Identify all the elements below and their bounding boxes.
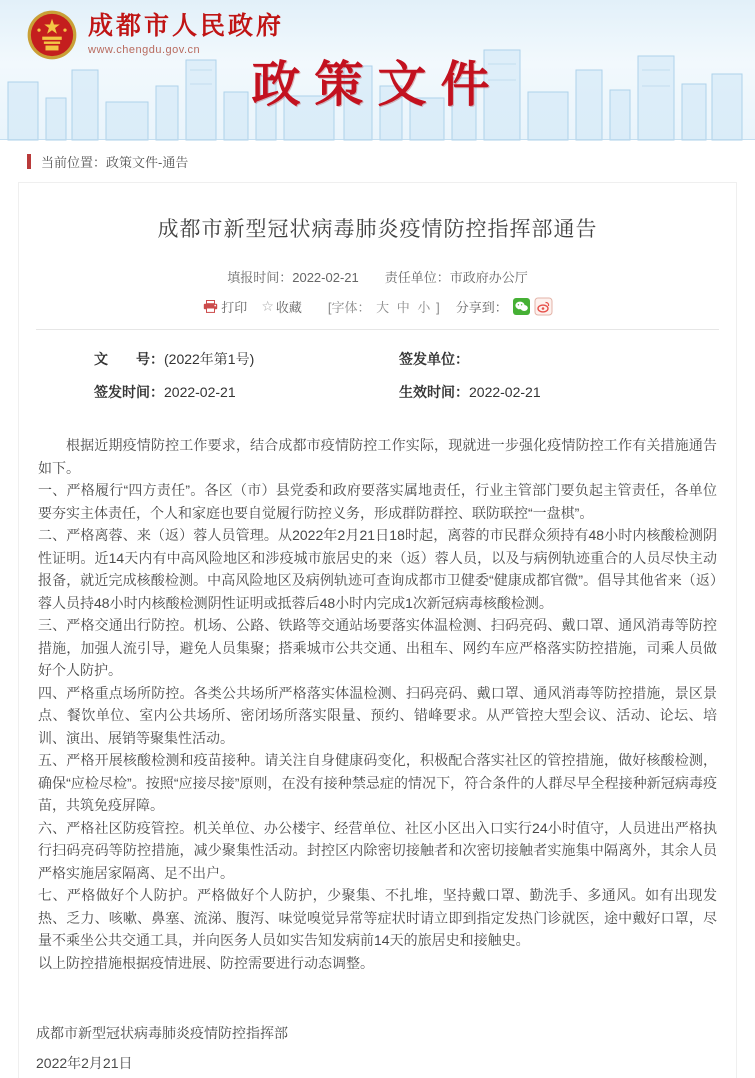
signature: 成都市新型冠状病毒肺炎疫情防控指挥部	[36, 1025, 288, 1041]
breadcrumb-marker	[27, 154, 31, 169]
body-paragraph: 一、严格履行“四方责任”。各区（市）县党委和政府要落实属地责任，行业主管部门要负起主管责任，各单位要夯实主体责任，个人和家庭也要自觉履行防控义务，形成群防群控、联防联控“一盘棋”。	[38, 482, 717, 521]
site-banner	[0, 0, 755, 140]
effective-time	[399, 382, 719, 402]
signature-block	[36, 1018, 719, 1078]
body-paragraph: 以上防控措施根据疫情进展、防控需要进行动态调整。	[38, 954, 374, 971]
body-paragraph: 二、严格离蓉、来（返）蓉人员管理。从2022年2月21日18时起，离蓉的市民群众须持有48小时内核酸检测阴性证明。近14天内有中高风险地区和涉疫城市旅居史的来（返）蓉人员，以及与病例轨迹重合的人员尽快主动报备，就近完成核酸检测。中高风险地区及病例轨迹可查询成都市卫健委“健康成都官微”。倡导其他省来（返）蓉人员持48小时内核酸检测阴性证明或抵蓉后48小时内完成1次新冠病毒核酸检测。	[38, 527, 717, 611]
print-label: 打印	[221, 300, 248, 315]
wechat-share-icon[interactable]	[513, 298, 530, 315]
issue-time-value: 2022-02-21	[164, 384, 236, 400]
body-paragraph: 三、严格交通出行防控。机场、公路、铁路等交通站场要落实体温检测、扫码亮码、戴口罩、通风消毒等防控措施，加强人流引导，避免人员集聚；搭乘城市公共交通、出租车、网约车应严格落实防控措施，司乘人员做好个人防护。	[38, 617, 717, 678]
doc-number	[94, 349, 399, 369]
font-size-suffix: ]	[436, 300, 440, 315]
body-paragraph: 五、严格开展核酸检测和疫苗接种。请关注自身健康码变化，积极配合落实社区的管控措施，做好核酸检测，确保“应检尽检”。按照“应接尽接”原则，在没有接种禁忌症的情况下，符合条件的人群尽早全程接种新冠病毒疫苗，共筑免疫屏障。	[38, 752, 717, 813]
effective-time-value: 2022-02-21	[469, 384, 541, 400]
font-size-large[interactable]: 大	[376, 300, 390, 315]
article-body	[36, 434, 719, 974]
font-size-prefix: [字体：	[327, 300, 371, 315]
breadcrumb-label: 当前位置：	[41, 154, 107, 170]
signature-date: 2022年2月21日	[36, 1055, 133, 1071]
body-paragraph: 四、严格重点场所防控。各类公共场所严格落实体温检测、扫码亮码、戴口罩、通风消毒等防控措施，景区景点、餐饮单位、室内公共场所、密闭场所落实限量、预约、错峰要求。从严管控大型会议、活动、论坛、培训、演出、展销等聚集性活动。	[38, 684, 717, 746]
share-label: 分享到：	[455, 300, 508, 315]
font-size-control	[328, 297, 440, 316]
effective-time-label: 生效时间：	[399, 384, 469, 400]
favorite-button[interactable]	[261, 297, 302, 316]
breadcrumb-path[interactable]: 政策文件-通告	[106, 154, 189, 170]
printer-icon	[203, 300, 218, 313]
responsible-unit-value: 市政府办公厅	[449, 270, 528, 285]
body-paragraph: 七、严格做好个人防护。严格做好个人防护，少聚集、不扎堆，坚持戴口罩、勤洗手、多通风。如有出现发热、乏力、咳嗽、鼻塞、流涕、腹泻、味觉嗅觉异常等症状时请立即到指定发热门诊就医，途中戴好口罩，尽量不乘坐公共交通工具，并向医务人员如实告知发病前14天的旅居史和接触史。	[38, 887, 717, 948]
responsible-unit-label: 责任单位：	[384, 270, 450, 285]
font-size-medium[interactable]: 中	[396, 300, 410, 315]
font-size-small[interactable]: 小	[417, 300, 431, 315]
body-paragraph: 六、严格社区防疫管控。机关单位、办公楼宇、经营单位、社区小区出入口实行24小时值守，人员进出严格执行扫码亮码等防控措施，减少聚集性活动。封控区内除密切接触者和次密切接触者实施集中隔离外，其余人员严格实施居家隔离、足不出户。	[38, 819, 717, 881]
doc-info	[36, 330, 719, 408]
favorite-label: 收藏	[275, 300, 302, 315]
site-name: 成都市人民政府	[88, 11, 285, 40]
issue-unit-label: 签发单位：	[399, 351, 469, 367]
report-time-value: 2022-02-21	[292, 270, 359, 285]
weibo-share-icon[interactable]	[535, 298, 552, 315]
doc-number-label: 文 号：	[94, 351, 164, 367]
page-title: 成都市新型冠状病毒肺炎疫情防控指挥部通告	[157, 218, 598, 241]
site-url: www.chengdu.gov.cn	[88, 44, 201, 56]
body-paragraph: 根据近期疫情防控工作要求，结合成都市疫情防控工作实际，现就进一步强化疫情防控工作有关措施通告如下。	[38, 437, 717, 476]
article-container	[18, 182, 737, 1078]
banner-title: 政策文件	[251, 55, 504, 113]
article-toolbar	[36, 297, 719, 316]
article-meta	[36, 267, 719, 286]
doc-number-value: (2022年第1号)	[164, 351, 255, 367]
print-button[interactable]	[203, 297, 247, 316]
issue-unit	[399, 349, 719, 369]
issue-time-label: 签发时间：	[94, 384, 164, 400]
star-icon: ☆	[261, 298, 274, 314]
issue-time	[94, 382, 399, 402]
breadcrumb	[0, 140, 755, 182]
report-time-label: 填报时间：	[227, 270, 293, 285]
